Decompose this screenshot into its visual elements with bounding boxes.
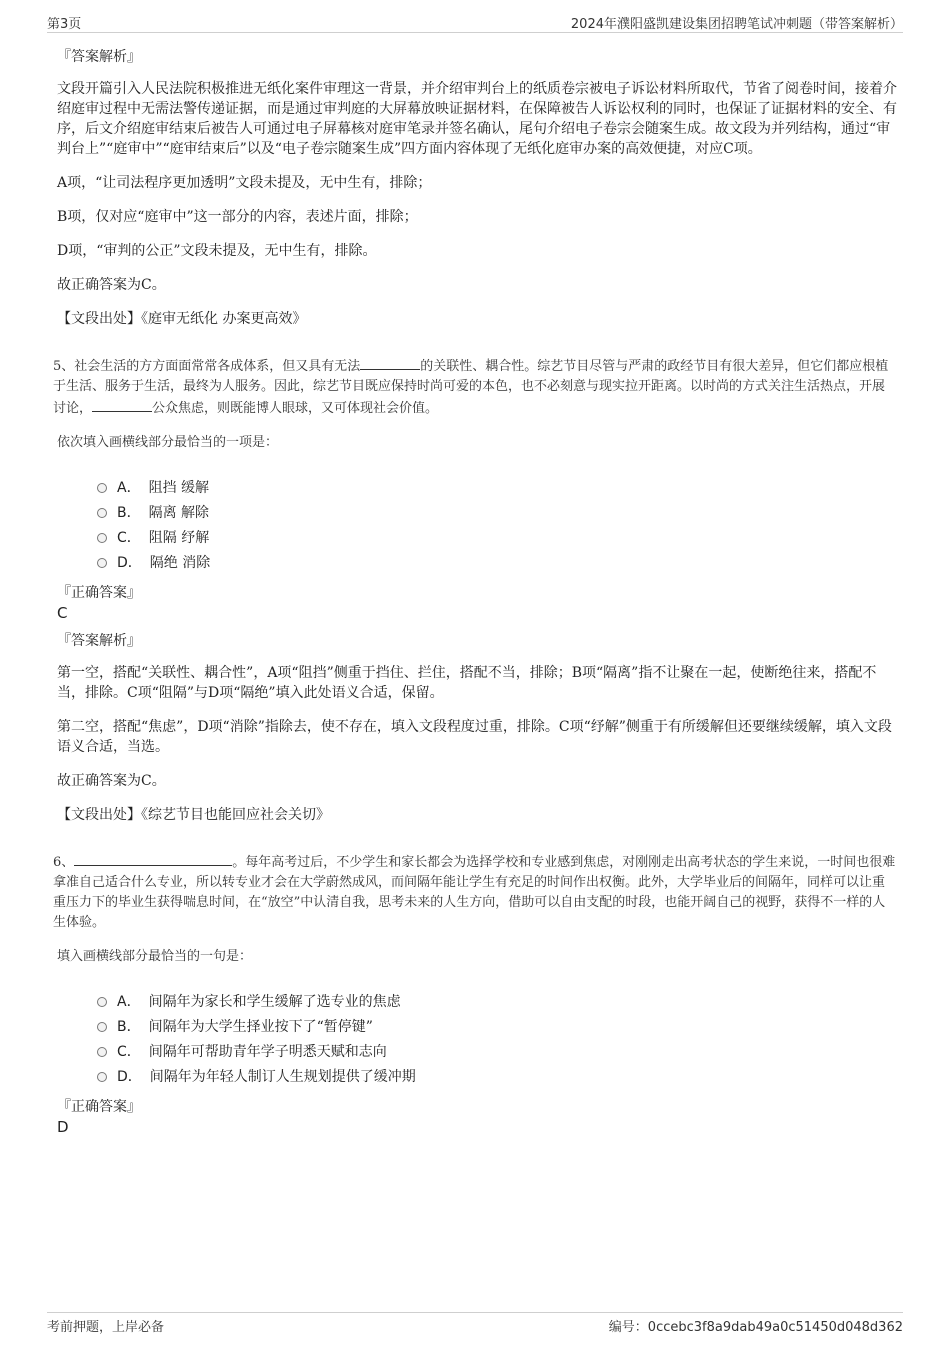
correct-answer: D bbox=[57, 1118, 69, 1136]
analysis-paragraph: 第一空，搭配“关联性、耦合性”，A项“阻挡”侧重于挡住、拦住，搭配不当，排除；B项“隔离”指不让聚在一起，使断绝往来，搭配不当，排除。C项“阻隔”与D项“隔绝”填入此处语义合适，保留。 bbox=[57, 665, 877, 701]
answer-label: 『正确答案』 bbox=[57, 585, 141, 601]
analysis-conclusion: 故正确答案为C。 bbox=[57, 277, 166, 293]
question-text: 5、社会生活的方方面面常常各成体系，但又具有无法 的关联性、耦合性。综艺节目尽管与严肃的政经节目有很大差异，但它们都应根植于生活、服务于生活，最终为人服务。因此，综艺节目既应保持时尚可爱的本色，也不必刻意与现实拉开距离。以时尚的方式关注生活热点，开展讨论， 公众焦虑，则既能博人眼球，又可体现社会价值。 bbox=[53, 355, 897, 419]
option-c[interactable]: C． 阻隔 纾解 bbox=[97, 525, 897, 550]
option-d[interactable]: D． 间隔年为年轻人制订人生规划提供了缓冲期 bbox=[97, 1064, 897, 1089]
option-list bbox=[97, 989, 897, 1089]
question-prompt: 填入画横线部分最恰当的一句是： bbox=[57, 949, 253, 964]
radio-icon[interactable] bbox=[97, 483, 107, 493]
correct-answer: C bbox=[57, 604, 68, 622]
analysis-paragraph: A项，“让司法程序更加透明”文段未提及，无中生有，排除； bbox=[57, 175, 432, 191]
question-4-analysis bbox=[57, 47, 897, 329]
analysis-paragraph: B项，仅对应“庭审中”这一部分的内容，表述片面，排除； bbox=[57, 209, 418, 225]
fill-blank bbox=[92, 397, 152, 412]
question-prompt: 依次填入画横线部分最恰当的一项是： bbox=[57, 435, 279, 450]
option-a[interactable]: A． 间隔年为家长和学生缓解了选专业的焦虑 bbox=[97, 989, 897, 1014]
analysis-paragraph: 文段开篇引入人民法院积极推进无纸化案件审理这一背景，并介绍审判台上的纸质卷宗被电子诉讼材料所取代，节省了阅卷时间，接着介绍庭审过程中无需法警传递证据，而是通过审判庭的大屏幕放映证据材料，在保障被告人诉讼权利的同时，也保证了证据材料的安全、有序，后文介绍庭审结束后被告人可通过电子屏幕核对庭审笔录并签名确认，尾句介绍电子卷宗会随案生成。故文段为并列结构，通过“审判台上”“庭审中”“庭审结束后”以及“电子卷宗随案生成”四方面内容体现了无纸化庭审办案的高效便捷，对应C项。 bbox=[57, 81, 897, 157]
page-content bbox=[53, 47, 897, 1145]
analysis-label: 『答案解析』 bbox=[57, 633, 141, 649]
source-citation: 【文段出处】《庭审无纸化 办案更高效》 bbox=[57, 311, 307, 327]
radio-icon[interactable] bbox=[97, 533, 107, 543]
page-header bbox=[47, 12, 903, 33]
page-number: 第3页 bbox=[47, 17, 82, 32]
document-title: 2024年濮阳盛凯建设集团招聘笔试冲刺题（带答案解析） bbox=[570, 17, 903, 32]
option-b[interactable]: B． 隔离 解除 bbox=[97, 500, 897, 525]
option-a[interactable]: A． 阻挡 缓解 bbox=[97, 475, 897, 500]
radio-icon[interactable] bbox=[97, 508, 107, 518]
analysis-label: 『答案解析』 bbox=[57, 49, 141, 65]
question-number: 6、 bbox=[53, 855, 75, 870]
radio-icon[interactable] bbox=[97, 1072, 107, 1082]
option-b[interactable]: B． 间隔年为大学生择业按下了“暂停键” bbox=[97, 1014, 897, 1039]
radio-icon[interactable] bbox=[97, 1047, 107, 1057]
question-6 bbox=[53, 851, 897, 1137]
analysis-conclusion: 故正确答案为C。 bbox=[57, 773, 166, 789]
answer-label: 『正确答案』 bbox=[57, 1099, 141, 1115]
analysis-paragraph: 第二空，搭配“焦虑”，D项“消除”指除去，使不存在，填入文段程度过重，排除。C项“纾解”侧重于有所缓解但还要继续缓解，填入文段语义合适，当选。 bbox=[57, 719, 892, 755]
option-list bbox=[97, 475, 897, 575]
analysis-paragraph: D项，“审判的公正”文段未提及，无中生有，排除。 bbox=[57, 243, 377, 259]
radio-icon[interactable] bbox=[97, 1022, 107, 1032]
radio-icon[interactable] bbox=[97, 558, 107, 568]
question-text: 6、 。每年高考过后，不少学生和家长都会为选择学校和专业感到焦虑，对刚刚走出高考状态的学生来说，一时间也很难拿准自己适合什么专业，所以转专业才会在大学蔚然成风，而间隔年能让学生有充足的时间作出权衡。此外，大学毕业后的间隔年，同样可以让重重压力下的毕业生获得喘息时间，在“放空”中认清自我，思考未来的人生方向，借助可以自由支配的时段，也能开阔自己的视野，获得不一样的人生体验。 bbox=[53, 851, 897, 933]
fill-blank bbox=[74, 851, 232, 866]
option-d[interactable]: D． 隔绝 消除 bbox=[97, 550, 897, 575]
footer-slogan: 考前押题，上岸必备 bbox=[47, 1320, 165, 1335]
question-number: 5、 bbox=[53, 359, 75, 374]
page-footer bbox=[47, 1312, 903, 1333]
fill-blank bbox=[360, 355, 420, 370]
document-code: 编号：0ccebc3f8a9dab49a0c51450d048d362 bbox=[608, 1320, 903, 1335]
option-c[interactable]: C． 间隔年可帮助青年学子明悉天赋和志向 bbox=[97, 1039, 897, 1064]
radio-icon[interactable] bbox=[97, 997, 107, 1007]
source-citation: 【文段出处】《综艺节目也能回应社会关切》 bbox=[57, 807, 330, 823]
question-5 bbox=[53, 355, 897, 825]
